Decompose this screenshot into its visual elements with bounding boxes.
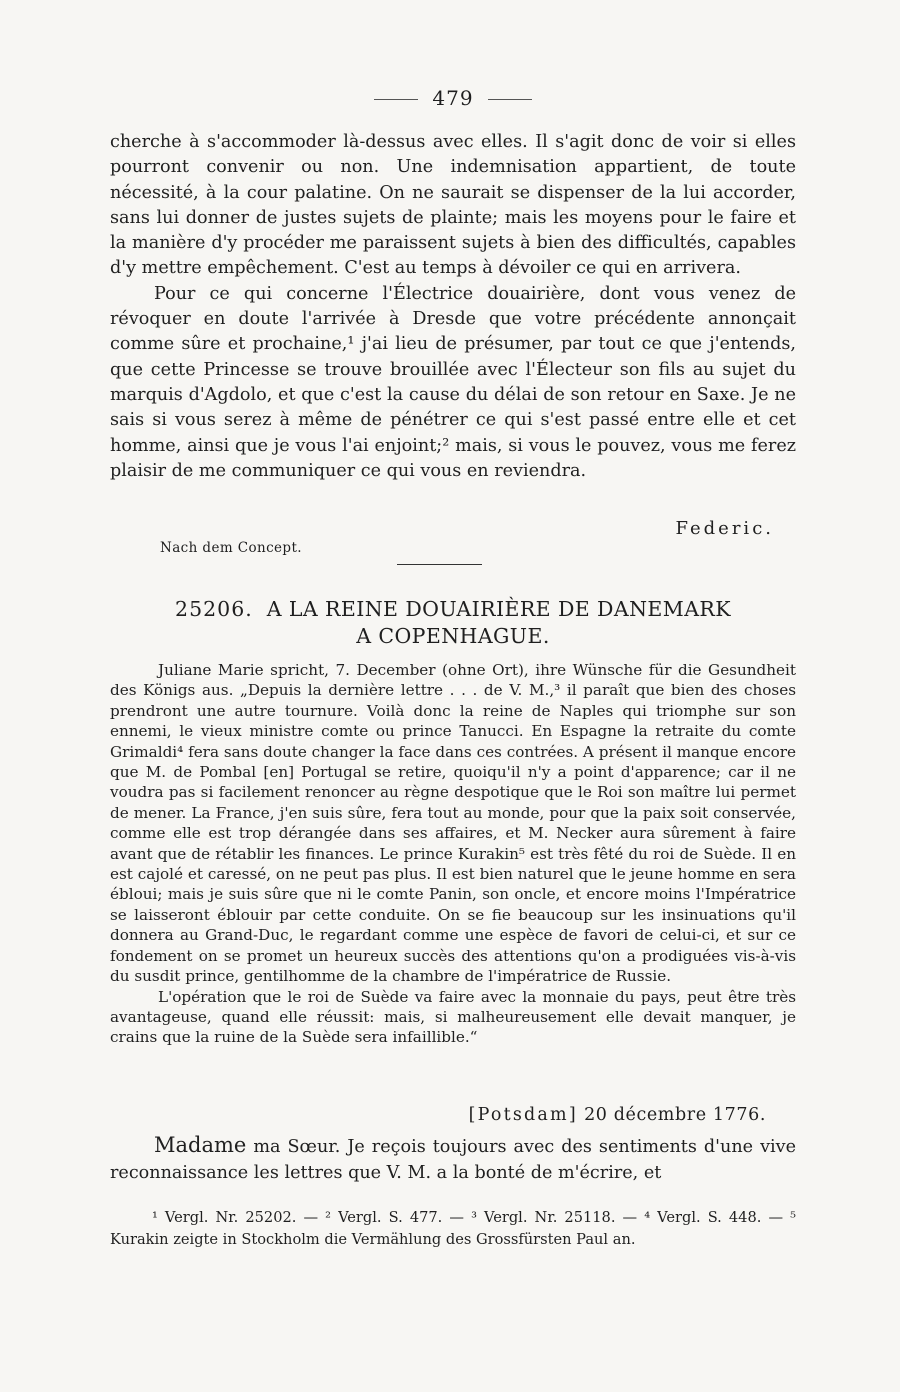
entry-title-line2: A COPENHAGUE. — [356, 624, 550, 648]
source-note: Nach dem Concept. — [160, 540, 302, 556]
entry-title-line1: A LA REINE DOUAIRIÈRE DE DANEMARK — [266, 597, 731, 621]
page-header — [110, 86, 796, 110]
letter-initial: Madame — [154, 1133, 247, 1157]
header-dash-right — [488, 99, 532, 100]
summary-paragraph-2: L'opération que le roi de Suède va faire avec la monnaie du pays, peut être très avantageuse, quand elle réussit: mais, si malheureusement elle devait manquer, je crains que la ruine de la Suède sera infaillible.“ — [110, 987, 796, 1047]
summary-paragraph-1: Juliane Marie spricht, 7. December (ohne Ort), ihre Wünsche für die Gesundheit des Königs aus. „Depuis la dernière lettre . . . de V. M.,³ il paraît que bien des choses prendront une autre tournure. Voilà donc la reine de Naples qui triomphe sur son ennemi, le vieux ministre comte ou prince Tanucci. En Espagne la retraite du comte Grimaldi⁴ fera sans doute changer la face dans ces contrées. A présent il manque encore que M. de Pombal [en] Portugal se retire, quoiqu'il n'y a point d'apparence; car il ne voudra pas si facilement renoncer au règne despotique que le Roi son maître lui permet de mener. La France, j'en suis sûre, fera tout au monde, pour que la paix soit conservée, comme elle est trop dérangée dans ses affaires, et M. Necker aura sûrement à faire avant que de rétablir les finances. Le prince Kurakin⁵ est très fêté du roi de Suède. Il en est cajolé et caressé, on ne peut pas plus. Il est bien naturel que le jeune homme en sera ébloui; mais je suis sûre que ni le comte Panin, son oncle, et encore moins l'Impératrice se laisseront éblouir par cette conduite. On se fie beaucoup sur les insinuations qu'il donnera au Grand-Duc, le regardant comme une espèce de favori de celui-ci, et sur ce fondement on se promet un heureux succès des attentions qu'on a prodiguées vis-à-vis du susdit prince, gentilhomme de la chambre de l'impératrice de Russie. — [110, 661, 796, 986]
entry-summary — [110, 660, 796, 1048]
entry-number: 25206. — [175, 597, 253, 621]
dateline-date: 20 décembre 1776. — [584, 1105, 766, 1125]
footnotes — [110, 1207, 796, 1251]
letter-opening — [110, 1133, 796, 1187]
footnote-line: ¹ Vergl. Nr. 25202. — ² Vergl. S. 477. — ³ Vergl. Nr. 25118. — ⁴ Vergl. S. 448. — ⁵ Kurakin zeigte in Stockholm die Vermählung des Grossfürsten Paul an. — [110, 1209, 796, 1248]
header-dash-left — [374, 99, 418, 100]
section-divider — [397, 564, 482, 565]
signature: Federic. — [675, 518, 774, 539]
letter-continuation — [110, 130, 796, 484]
dateline — [469, 1105, 766, 1125]
paragraph-2: Pour ce qui concerne l'Électrice douairière, dont vous venez de révoquer en doute l'arrivée à Dresde que votre précédente annonçait comme sûre et prochaine,¹ j'ai lieu de présumer, par tout ce que j'entends, que cette Princesse se trouve brouillée avec l'Électeur son fils au sujet du marquis d'Agdolo, et que c'est la cause du délai de son retour en Saxe. Je ne sais si vous serez à même de pénétrer ce qui s'est passé entre elle et cet homme, ainsi que je vous l'ai enjoint;² mais, si vous le pouvez, vous me ferez plaisir de me communiquer ce qui vous en reviendra. — [110, 283, 796, 481]
paragraph-1: cherche à s'accommoder là-dessus avec elles. Il s'agit donc de voir si elles pourront convenir ou non. Une indemnisation appartient, de toute nécessité, à la cour palatine. On ne saurait se dispenser de la lui accorder, sans lui donner de justes sujets de plainte; mais les moyens pour le faire et la manière d'y procéder me paraissent sujets à bien des difficultés, capables d'y mettre empêchement. C'est au temps à dévoiler ce qui en arrivera. — [110, 132, 796, 279]
page-number: 479 — [432, 86, 474, 110]
letter-opening-text: ma Sœur. Je reçois toujours avec des sentiments d'une vive reconnaissance les lettres que V. M. a la bonté de m'écrire, et — [110, 1137, 796, 1183]
entry-title — [110, 596, 796, 650]
dateline-place: [Potsdam] — [468, 1105, 578, 1125]
